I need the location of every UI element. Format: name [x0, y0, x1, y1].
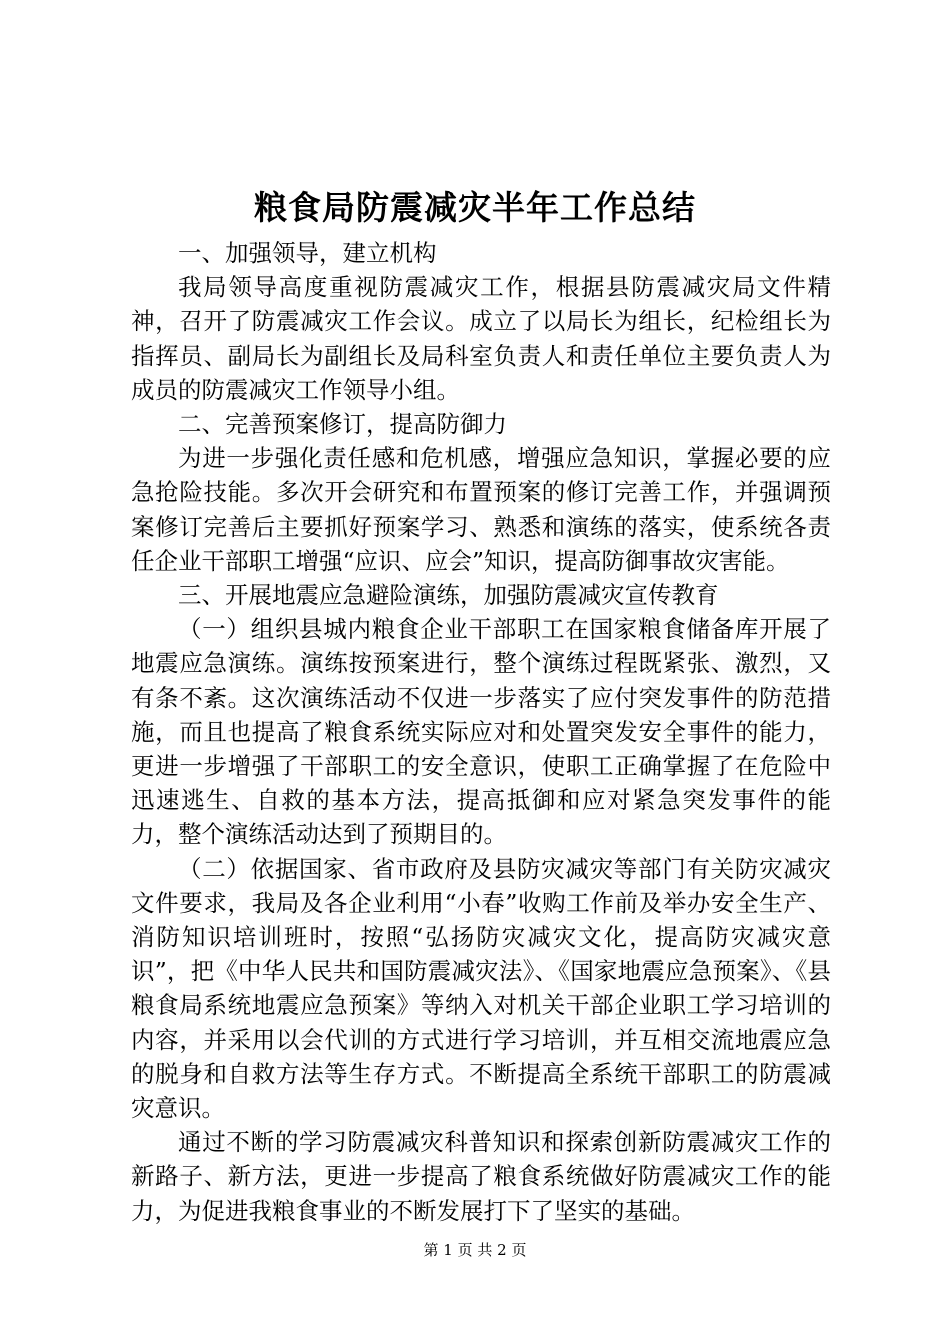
- document-body: [131, 236, 831, 1228]
- section-heading-2: 二、完善预案修订，提高防御力: [178, 410, 507, 439]
- paragraph-3-1: （一）组织县城内粮食企业干部职工在国家粮食储备库开展了地震应急演练。演练按预案进行，整个演练过程既紧张、激烈，又有条不紊。这次演练活动不仅进一步落实了应付突发事件的防范措施，而且也提高了粮食系统实际应对和处置突发安全事件的能力，更进一步增强了干部职工的安全意识，使职工正确掌握了在危险中迅速逃生、自救的基本方法，提高抵御和应对紧急突发事件的能力，整个演练活动达到了预期目的。: [131, 615, 831, 849]
- paragraph-3-2: （二）依据国家、省市政府及县防灾减灾等部门有关防灾减灾文件要求，我局及各企业利用“小春”收购工作前及举办安全生产、消防知识培训班时，按照“弘扬防灾减灾文化，提高防灾减灾意识”，把《中华人民共和国防震减灾法》、《国家地震应急预案》、《县粮食局系统地震应急预案》等纳入对机关干部企业职工学习培训的内容，并采用以会代训的方式进行学习培训，并互相交流地震应急的脱身和自救方法等生存方式。不断提高全系统干部职工的防震减灾意识。: [131, 854, 831, 1123]
- paragraph-conclusion: 通过不断的学习防震减灾科普知识和探索创新防震减灾工作的新路子、新方法，更进一步提高了粮食系统做好防震减灾工作的能力，为促进我粮食事业的不断发展打下了坚实的基础。: [131, 1128, 831, 1225]
- section-heading-3: 三、开展地震应急避险演练，加强防震减灾宣传教育: [178, 581, 719, 610]
- paragraph-2: 为进一步强化责任感和危机感，增强应急知识，掌握必要的应急抢险技能。多次开会研究和布置预案的修订完善工作，并强调预案修订完善后主要抓好预案学习、熟悉和演练的落实，使系统各责任企业干部职工增强“应识、应会”知识，提高防御事故灾害能。: [131, 444, 831, 575]
- document-title: 粮食局防震减灾半年工作总结: [254, 188, 696, 227]
- section-heading-1: 一、加强领导，建立机构: [178, 239, 437, 267]
- paragraph-1: 我局领导高度重视防震减灾工作，根据县防震减灾局文件精神，召开了防震减灾工作会议。成立了以局长为组长，纪检组长为指挥员、副局长为副组长及局科室负责人和责任单位主要负责人为成员的防震减灾工作领导小组。: [131, 273, 831, 404]
- page-number-footer: 第 1 页 共 2 页: [423, 1241, 527, 1259]
